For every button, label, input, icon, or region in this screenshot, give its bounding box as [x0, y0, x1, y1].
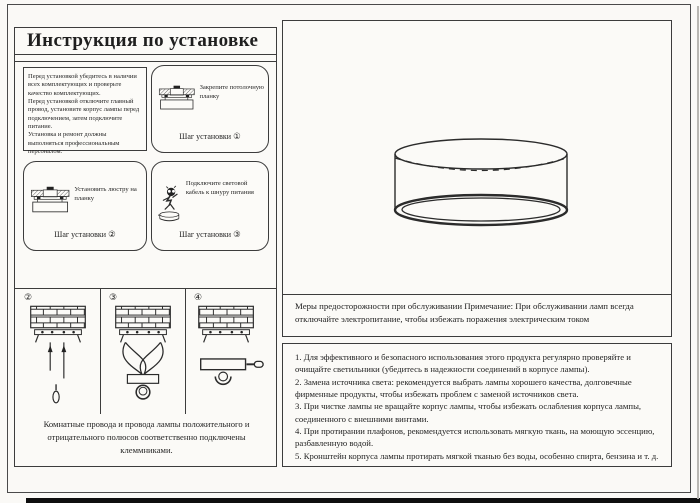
- intro-paragraph: Установка и ремонт должны выполняться профессиональным персоналом.: [28, 131, 120, 155]
- step-2-number: ②: [108, 230, 116, 241]
- diagram-strip-border: [15, 288, 276, 289]
- left-panel: [14, 27, 277, 467]
- maintenance-item: 5. Кронштейн корпуса лампы протирать мягкой тканью без воды, особенно спирта, бензина и т. д.: [295, 450, 659, 461]
- title-divider: [15, 61, 276, 62]
- title-cell: [15, 28, 276, 55]
- drum-lamp-drawing: [391, 137, 571, 233]
- wiring-diagram-cross-wires: [104, 302, 182, 412]
- step-3-label: Подключите световой кабель к шнуру питания: [185, 180, 254, 196]
- panel-number-2: ②: [24, 293, 33, 303]
- diagram-divider: [100, 288, 101, 414]
- ceiling-bracket-icon: [158, 80, 196, 116]
- step-1-row: [152, 66, 268, 116]
- scan-edge-bottom: [26, 498, 700, 503]
- ceiling-bracket-icon: [30, 182, 70, 218]
- step-box-2: [23, 161, 147, 251]
- step-box-1: [151, 65, 269, 153]
- step-1-number: ①: [233, 132, 241, 143]
- intro-paragraph: Перед установкой убедитесь в наличии всех комплектующих и проверьте качество комплектующих.: [28, 73, 137, 97]
- lamp-drawing-area: [283, 21, 671, 294]
- intro-paragraph: Перед установкой отключите главный провод, установите корпус лампы перед подключением, затем подключите питание.: [28, 97, 140, 130]
- step-3-caption: Шаг установки ③: [179, 230, 241, 241]
- diagram-divider: [185, 288, 186, 414]
- wiring-diagram-screwdriver: [189, 302, 267, 412]
- step-2-caption: Шаг установки ②: [54, 230, 116, 241]
- panel-number-3: ③: [109, 293, 118, 303]
- step-box-3: [151, 161, 269, 251]
- intro-box: [23, 67, 147, 155]
- electrician-icon: [158, 176, 182, 234]
- maintenance-item: 2. Замена источника света: рекомендуется выбрать лампы хорошего качества, долговечные фирменные продукты, чтобы избежать проблем с заменой источников света.: [295, 376, 632, 400]
- step-1-label: Закрепите потолочную планку: [199, 84, 264, 100]
- panel-number-4: ④: [194, 293, 203, 303]
- page-title: Инструкция по установке: [27, 30, 259, 51]
- wiring-diagram-hang-wires: [19, 302, 97, 412]
- scan-edge-right: [697, 6, 699, 499]
- step-2-row: [24, 162, 146, 218]
- maintenance-item: 4. При протирании плафонов, рекомендуется использовать мягкую ткань, на моющую эссенцию, разбавленную водой.: [295, 426, 655, 449]
- step-2-label: Установить люстру на планку: [74, 186, 137, 202]
- step-1-caption: Шаг установки ①: [179, 132, 241, 143]
- maintenance-item: 3. При чистке лампы не вращайте корпус лампы, чтобы избежать ослабления корпуса лампы, соединенного с внешними винтами.: [295, 401, 642, 424]
- step-3-number: ③: [233, 230, 241, 241]
- precautions-text: Меры предосторожности при обслуживании Примечание: При обслуживании ламп всегда отключайте электропитание, чтобы избежать поражения электрическим током: [283, 294, 671, 338]
- maintenance-list: [282, 343, 672, 467]
- step-3-row: [152, 162, 268, 234]
- maintenance-item: 1. Для эффективного и безопасного использования этого продукта регулярно проверяйте и очищайте светильники (убедитесь в надежности соединений в корпусе лампы).: [295, 352, 631, 375]
- lamp-panel: [282, 20, 672, 337]
- wiring-note: Комнатные провода и провода лампы положительного и отрицательного полюсов соответственно подключены клеммниками.: [43, 419, 250, 455]
